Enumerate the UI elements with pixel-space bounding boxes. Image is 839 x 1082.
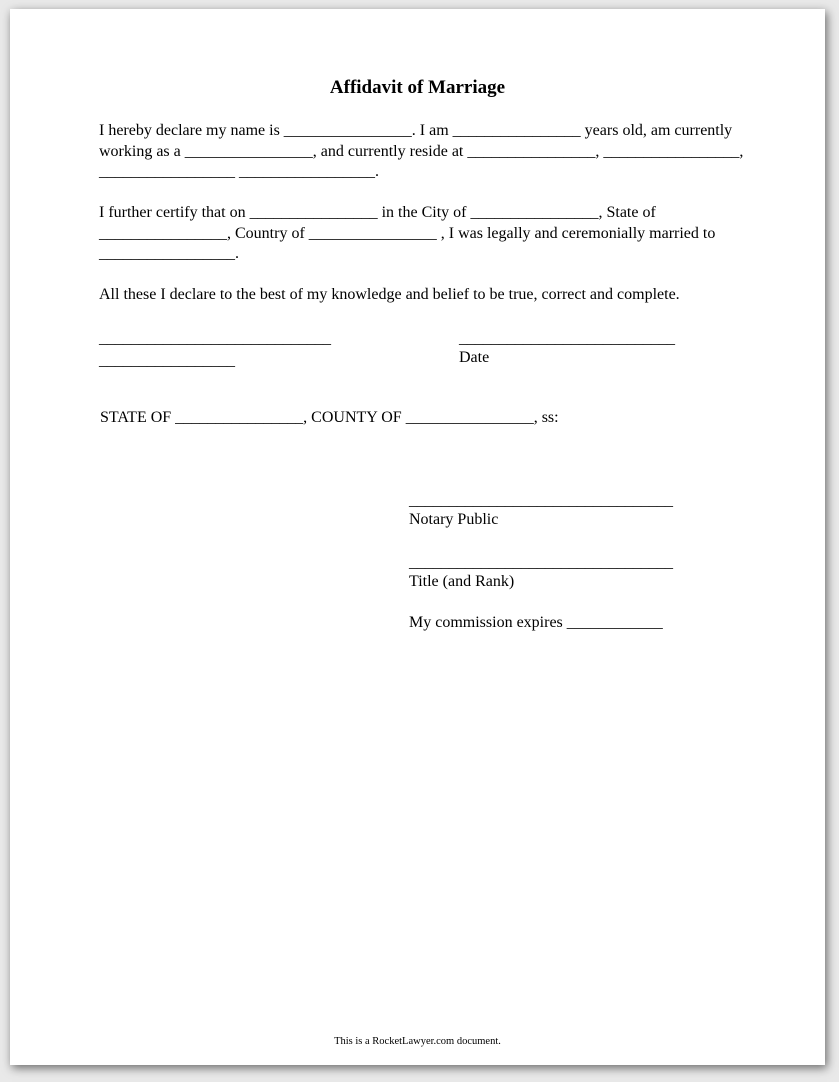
state-county-line: STATE OF ________________, COUNTY OF ________________, ss: <box>100 409 559 426</box>
truth-statement-paragraph: All these I declare to the best of my knowledge and belief to be true, correct and complete. <box>99 286 680 303</box>
declaration-paragraph: I hereby declare my name is ________________. I am ________________ years old, am currently working as a ________________, and currently reside at ________________, _________________, _________________ _________________. <box>99 122 748 180</box>
commission-expires-line: My commission expires ____________ <box>409 614 663 631</box>
document-title: Affidavit of Marriage <box>329 77 506 98</box>
signature-line: _____________________________ <box>99 330 331 347</box>
document-footer: This is a RocketLawyer.com document. <box>334 1036 501 1047</box>
date-label: Date <box>459 349 490 366</box>
date-line: ___________________________ <box>459 330 675 347</box>
document-page <box>10 9 825 1065</box>
title-rank-label: Title (and Rank) <box>409 573 515 590</box>
printed-name-line: _________________ <box>99 352 235 369</box>
notary-public-label: Notary Public <box>409 511 499 528</box>
marriage-certification-paragraph: I further certify that on ________________ in the City of ________________, State of ________________, Country of ________________ , I was legally and ceremonially married to _________________. <box>99 204 720 262</box>
title-rank-line: _________________________________ <box>409 554 673 571</box>
notary-signature-line: _________________________________ <box>409 492 673 509</box>
